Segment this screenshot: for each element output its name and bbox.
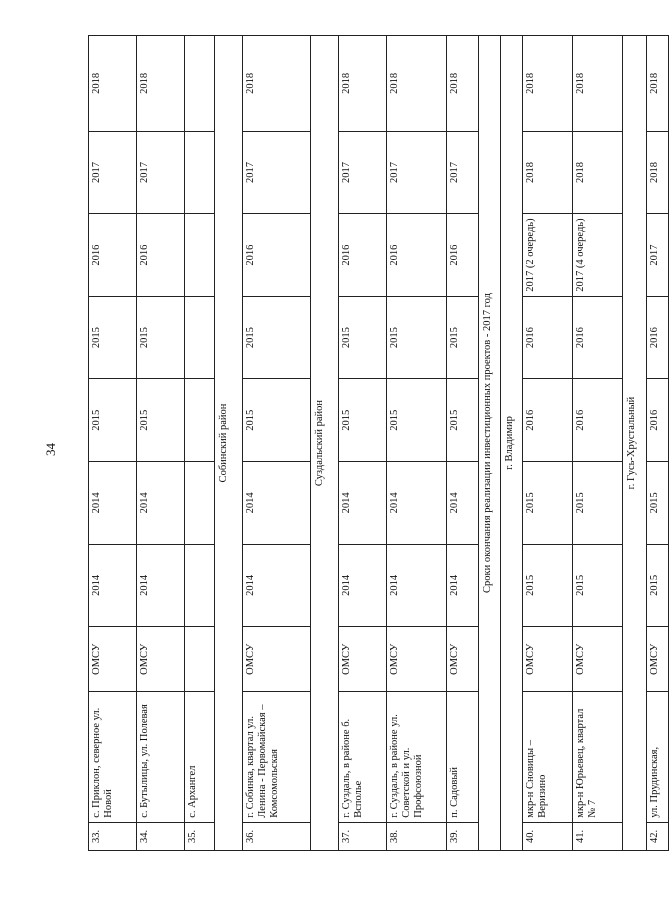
year-cell: 2015: [243, 379, 311, 462]
page-number: 34: [43, 443, 58, 457]
year-cell: 2014: [387, 462, 447, 545]
year-cell: 2018: [647, 131, 669, 214]
year-cell: [185, 296, 215, 379]
section-row: [623, 36, 647, 851]
year-cell: 2014: [243, 462, 311, 545]
year-cell: [185, 131, 215, 214]
year-cell: 2014: [243, 544, 311, 627]
responsible-org-cell: ОМСУ: [647, 627, 669, 692]
year-cell: 2017 (4 очередь): [573, 214, 623, 297]
year-cell: 2017: [387, 131, 447, 214]
responsible-org-cell: ОМСУ: [573, 627, 623, 692]
year-cell: 2018: [447, 36, 479, 132]
responsible-org-cell: [185, 627, 215, 692]
year-cell: 2015: [89, 379, 137, 462]
location-cell: ул. Прудинская,: [647, 692, 669, 822]
year-cell: 2016: [89, 214, 137, 297]
year-cell: 2015: [339, 296, 387, 379]
year-cell: 2016: [523, 296, 573, 379]
year-cell: 2017: [89, 131, 137, 214]
responsible-org-cell: ОМСУ: [523, 627, 573, 692]
section-heading: Суздальский район: [311, 36, 339, 851]
year-cell: 2016: [243, 214, 311, 297]
year-cell: 2018: [387, 36, 447, 132]
year-cell: 2014: [137, 462, 185, 545]
location-cell: г. Собинка, квартал ул. Ленина - Первомайская – Комсомольская: [243, 692, 311, 822]
year-cell: 2018: [573, 36, 623, 132]
row-number: 41.: [573, 822, 623, 850]
year-cell: 2016: [573, 296, 623, 379]
year-cell: 2016: [447, 214, 479, 297]
year-cell: 2014: [447, 462, 479, 545]
row-number: 33.: [89, 822, 137, 850]
year-cell: 2014: [387, 544, 447, 627]
table-row: [137, 36, 185, 851]
section-row: [311, 36, 339, 851]
year-cell: 2015: [523, 544, 573, 627]
year-cell: 2018: [523, 36, 573, 132]
section-row: [215, 36, 243, 851]
year-cell: 2016: [573, 379, 623, 462]
responsible-org-cell: ОМСУ: [447, 627, 479, 692]
year-cell: 2014: [137, 544, 185, 627]
row-number: 35.: [185, 822, 215, 850]
year-cell: 2017: [339, 131, 387, 214]
year-cell: 2016: [339, 214, 387, 297]
location-cell: мкр-н Сновицы – Веризино: [523, 692, 573, 822]
year-cell: [185, 544, 215, 627]
row-number: 42.: [647, 822, 669, 850]
year-cell: 2014: [447, 544, 479, 627]
section-heading: г. Гусь-Хрустальный: [623, 36, 647, 851]
year-cell: 2016: [647, 379, 669, 462]
year-cell: [185, 462, 215, 545]
year-cell: 2018: [523, 131, 573, 214]
row-number: 39.: [447, 822, 479, 850]
year-cell: [185, 214, 215, 297]
year-cell: 2017: [137, 131, 185, 214]
investment-projects-table: [88, 35, 669, 851]
row-number: 40.: [523, 822, 573, 850]
table-row: [185, 36, 215, 851]
year-cell: 2015: [89, 296, 137, 379]
year-cell: 2015: [447, 296, 479, 379]
year-cell: 2018: [573, 131, 623, 214]
table-row: [447, 36, 479, 851]
table-row: [647, 36, 669, 851]
year-cell: 2015: [647, 544, 669, 627]
location-cell: с. Архангел: [185, 692, 215, 822]
year-cell: 2015: [447, 379, 479, 462]
row-number: 37.: [339, 822, 387, 850]
year-cell: 2015: [523, 462, 573, 545]
location-cell: г. Суздаль, в районе б. Всполье: [339, 692, 387, 822]
year-cell: 2017 (2 очередь): [523, 214, 573, 297]
year-cell: 2014: [89, 544, 137, 627]
year-cell: 2016: [523, 379, 573, 462]
row-number: 36.: [243, 822, 311, 850]
location-cell: п. Садовый: [447, 692, 479, 822]
location-cell: с. Бутылицы, ул. Полевая: [137, 692, 185, 822]
year-cell: 2017: [647, 214, 669, 297]
year-cell: 2018: [89, 36, 137, 132]
year-cell: 2014: [339, 462, 387, 545]
year-cell: 2018: [647, 36, 669, 132]
year-cell: 2016: [137, 214, 185, 297]
table-row: [243, 36, 311, 851]
year-cell: [185, 36, 215, 132]
year-cell: 2015: [137, 379, 185, 462]
responsible-org-cell: ОМСУ: [339, 627, 387, 692]
responsible-org-cell: ОМСУ: [89, 627, 137, 692]
year-cell: 2015: [137, 296, 185, 379]
year-cell: 2016: [387, 214, 447, 297]
row-number: 38.: [387, 822, 447, 850]
year-cell: 2017: [243, 131, 311, 214]
year-cell: 2015: [387, 296, 447, 379]
row-number: 34.: [137, 822, 185, 850]
section-heading: г. Владимир: [501, 36, 523, 851]
location-cell: г. Суздаль, в районе ул. Советской и ул. Профсоюзной: [387, 692, 447, 822]
year-cell: 2015: [573, 544, 623, 627]
section-row: [479, 36, 501, 851]
year-cell: 2017: [447, 131, 479, 214]
table-row: [387, 36, 447, 851]
section-heading: Сроки окончания реализации инвестиционных проектов - 2017 год: [479, 36, 501, 851]
responsible-org-cell: ОМСУ: [243, 627, 311, 692]
year-cell: 2015: [243, 296, 311, 379]
table-row: [89, 36, 137, 851]
responsible-org-cell: ОМСУ: [387, 627, 447, 692]
section-row: [501, 36, 523, 851]
year-cell: 2015: [339, 379, 387, 462]
year-cell: 2016: [647, 296, 669, 379]
section-heading: Собинский район: [215, 36, 243, 851]
year-cell: 2014: [339, 544, 387, 627]
year-cell: [185, 379, 215, 462]
table-row: [573, 36, 623, 851]
year-cell: 2018: [243, 36, 311, 132]
year-cell: 2015: [647, 462, 669, 545]
year-cell: 2018: [339, 36, 387, 132]
year-cell: 2018: [137, 36, 185, 132]
table-row: [339, 36, 387, 851]
location-cell: с. Приклон, северное ул. Новой: [89, 692, 137, 822]
year-cell: 2015: [387, 379, 447, 462]
year-cell: 2014: [89, 462, 137, 545]
location-cell: мкр-н Юрьевец, квартал № 7: [573, 692, 623, 822]
table-row: [523, 36, 573, 851]
responsible-org-cell: ОМСУ: [137, 627, 185, 692]
year-cell: 2015: [573, 462, 623, 545]
